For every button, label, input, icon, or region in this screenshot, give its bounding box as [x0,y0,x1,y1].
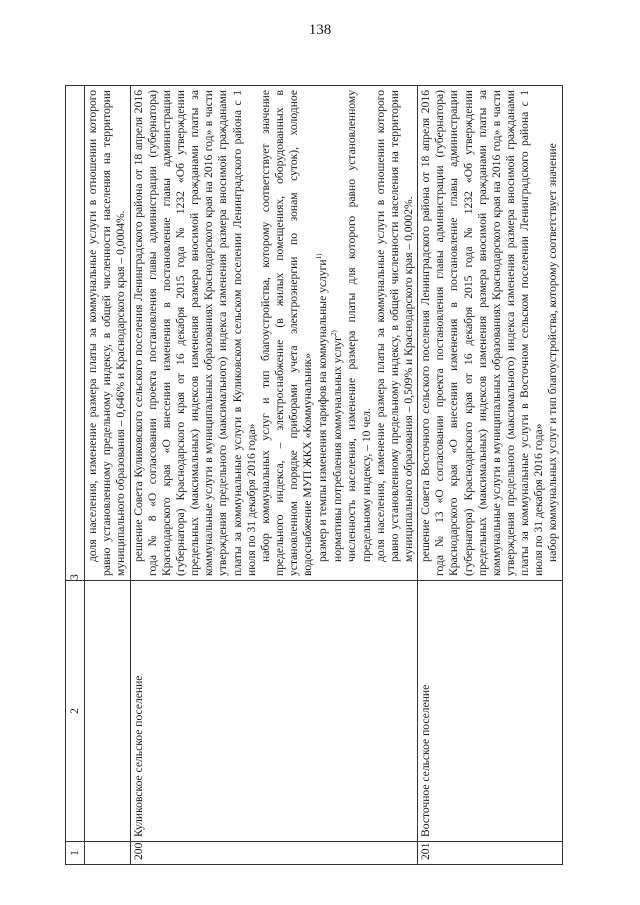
share-text: доля населения, изменение размера платы за коммунальные услуги в отношении которого равно установленному предельному индексу, в общей численности населения на территории муниципального образования – 0,646% и Краснодарского края – 0,0004%. [86,90,128,576]
table-row-continuation [85,86,130,865]
row-details [85,86,130,581]
rotated-table-area [65,85,575,865]
header-col-1: 1 [66,842,85,865]
population-text: численность населения, изменение размера платы для которого равно установленному предельному индексу, – 10 чел. [345,90,373,562]
row-details [418,86,562,581]
tariffs-text: размер и темпы изменения тарифов на коммунальные услуги [316,259,330,562]
header-col-3: 3 [66,86,85,581]
norms-line [330,90,345,576]
norms-text: нормативы потребления коммунальных услуг [331,336,345,562]
services-text: набор коммунальных услуг и тип благоустройства, которому соответствует значение [546,143,560,562]
decision-text: решение Совета Куликовского сельского поселения Ленинградского района от 18 апреля 2016 года № 8 «О согласовании проекта постановления главы администрации (губернатора) Краснодарского края «О внесении изменения в постановление главы администрации (губернатора) Краснодарского края от 16 декабря 2015 года № 1232 «Об утверждении предельных (максимальных) индексов изменения размера вносимой гражданами платы за коммунальные услуги в муниципальных образованиях Краснодарского края на 2016 год» в части утверждения предельного (максимального) индекса изменения размера вносимой гражданами платы за коммунальные услуги в Куликовском сельском поселении Ленинградского района с 1 июля по 31 декабря 2016 года» [131,90,258,576]
settlement-name: Куликовское сельское поселение [130,581,418,842]
share-text: доля населения, изменение размера платы за коммунальные услуги в отношении которого равно установленному предельному индексу, в общей численности населения на территории муниципального образования – 0,509% и Краснодарского края – 0,0002%. [373,90,415,562]
header-row [66,86,85,865]
settlement-name [85,581,130,842]
table-row-201 [418,86,562,865]
row-number [85,842,130,865]
row-details [130,86,418,581]
row-number: 201 [418,842,562,865]
decision-text: решение Совета Восточного сельского поселения Ленинградского района от 18 апреля 2016 года № 13 «О согласовании проекта постановления главы администрации (губернатора) Краснодарского края «О внесении изменения в постановление главы администрации (губернатора) Краснодарского края от 16 декабря 2015 года № 1232 «Об утверждении предельных (максимальных) индексов изменения размера вносимой гражданами платы за коммунальные услуги в муниципальных образованиях Краснодарского края на 2016 год» в части утверждения предельного (максимального) индекса изменения размера вносимой гражданами платы за коммунальные услуги в Восточном сельском поселении Ленинградского района с 1 июля по 31 декабря 2016 года» [419,90,546,576]
row-number: 200 [130,842,418,865]
footnote-1-mark: 1) [315,253,324,260]
header-col-2: 2 [66,581,85,842]
table-row-200 [130,86,418,865]
settlement-name: Восточное сельское поселение [418,581,562,842]
services-text: набор коммунальных услуг и тип благоустройства, которому соответствует значение предельного индекса, – электроснабжение (в жилых помещениях, оборудованных в установленном порядке приборами учета электроэнергии по зонам суток), холодное водоснабжение МУП ЖКХ «Коммунальник» [258,90,315,576]
page-number: 138 [308,22,332,38]
footnote-2-mark: 2) [330,330,339,337]
settlements-table [65,85,563,865]
tariffs-line [315,90,330,576]
